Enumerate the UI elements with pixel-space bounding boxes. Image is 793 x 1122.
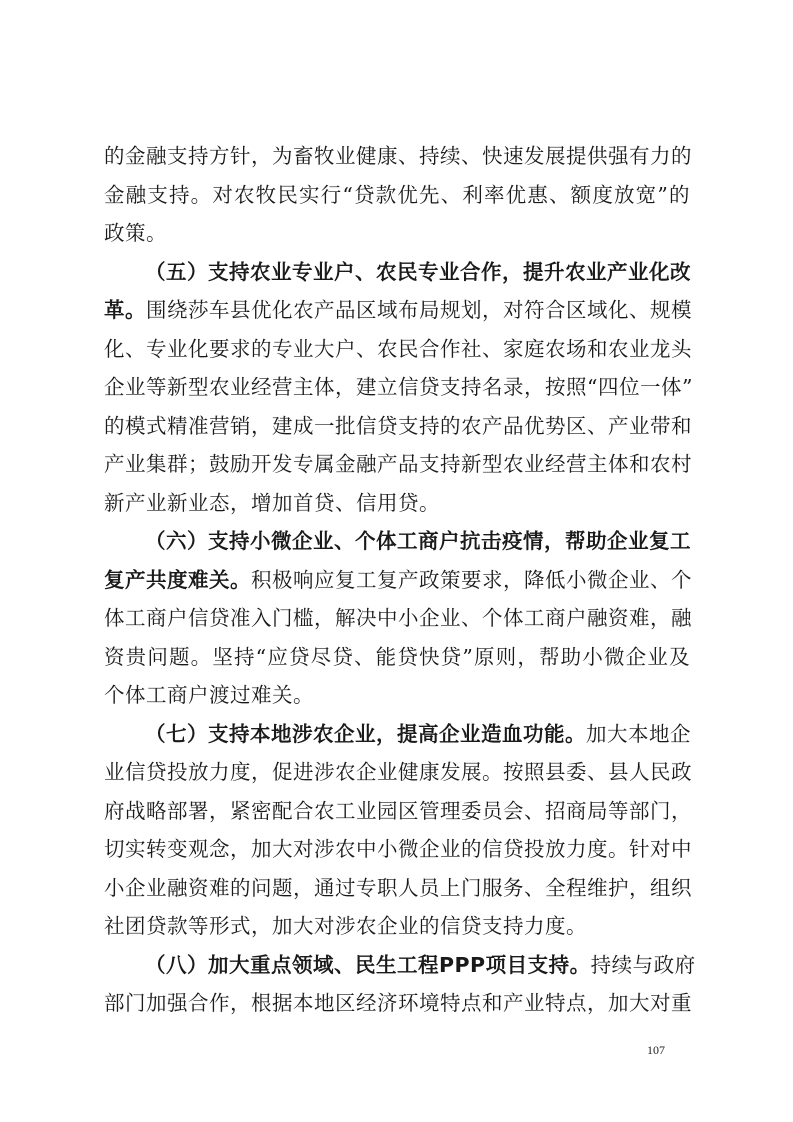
text-line: 资贵问题。坚持“应贷尽贷、能贷快贷”原则，帮助小微企业及 (104, 644, 690, 669)
paragraph-five (104, 253, 693, 523)
section-heading: （六）支持小微企业、个体工商户抗击疫情，帮助企业复工 (145, 529, 691, 553)
paragraph-seven (104, 715, 690, 946)
document-body (104, 137, 696, 1023)
section-heading: （八）加大重点领域、民生工程PPP项目支持。持续与政府 (145, 952, 696, 977)
paragraph-six (104, 522, 690, 715)
section-heading: （七）支持本地涉农企业，提高企业造血功能。加大本地企 (145, 721, 691, 746)
text-line: 的模式精准营销，建成一批信贷支持的农产品优势区、产业带和 (104, 413, 692, 438)
text-line: 部门加强合作，根据本地区经济环境特点和产业特点，加大对重 (104, 991, 692, 1015)
paragraph-continued (104, 137, 690, 253)
text-line: 业信贷投放力度，促进涉农企业健康发展。按照县委、县人民政 (104, 760, 692, 784)
text-line: 个体工商户渡过难关。 (104, 683, 314, 707)
text-line: 切实转变观念，加大对涉农中小微企业的信贷投放力度。针对中 (104, 837, 692, 861)
text-line: 体工商户信贷准入门槛，解决中小企业、个体工商户融资难，融 (104, 606, 692, 630)
text-line: 化、专业化要求的专业大户、农民合作社、家庭农场和农业龙头 (104, 336, 692, 361)
text-line: 政策。 (104, 221, 167, 245)
text-line: 革。围绕莎车县优化农产品区域布局规划，对符合区域化、规模 (104, 298, 692, 322)
text-line: 的金融支持方针，为畜牧业健康、持续、快速发展提供强有力的 (104, 144, 692, 168)
text-line: 新产业新业态，增加首贷、信用贷。 (104, 490, 440, 515)
text-line: 产业集群；鼓励开发专属金融产品支持新型农业经营主体和农村 (104, 452, 692, 476)
text-line: 小企业融资难的问题，通过专职人员上门服务、全程维护，组织 (104, 875, 692, 900)
page-number: 107 (647, 1043, 665, 1057)
text-line: 复产共度难关。积极响应复工复产政策要求，降低小微企业、个 (104, 567, 692, 592)
text-line: 府战略部署，紧密配合农工业园区管理委员会、招商局等部门， (104, 798, 692, 823)
text-line: 企业等新型农业经营主体，建立信贷支持名录，按照“四位一体” (104, 375, 693, 399)
section-heading: （五）支持农业专业户、农民专业合作，提升农业产业化改 (145, 259, 691, 284)
paragraph-eight (104, 946, 696, 1023)
text-line: 金融支持。对农牧民实行“贷款优先、利率优惠、额度放宽”的 (104, 182, 690, 207)
text-line: 社团贷款等形式，加大对涉农企业的信贷支持力度。 (104, 914, 587, 938)
